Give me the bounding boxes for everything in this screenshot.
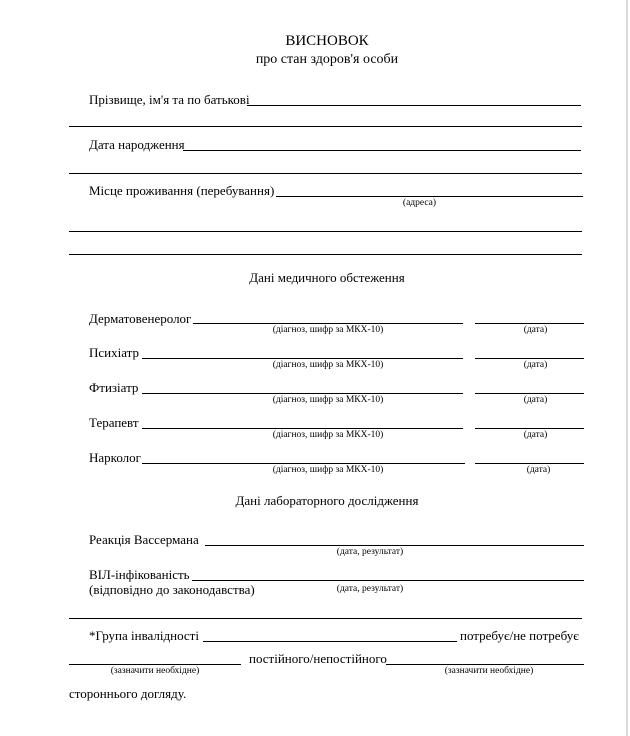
closing-text: стороннього догляду. (69, 686, 187, 701)
diagnosis-hint: (діагноз, шифр за МКХ-10) (272, 360, 384, 370)
needs-field[interactable] (69, 650, 241, 665)
date-field-phthisiatrician[interactable] (475, 379, 584, 394)
specialist-label-dermatovenereologist: Дерматовенеролог (89, 311, 192, 326)
wassermann-field[interactable] (205, 531, 584, 546)
wassermann-hint: (дата, результат) (336, 547, 404, 557)
disability-group-field[interactable] (203, 627, 457, 642)
lab-section-title: Дані лабораторного дослідження (235, 493, 419, 508)
date-field-dermatovenereologist[interactable] (475, 309, 584, 324)
permanence-text: постійного/непостійного (249, 651, 387, 666)
residence-line-2[interactable] (69, 231, 582, 232)
date-hint: (дата) (523, 325, 548, 335)
residence-line-3[interactable] (69, 254, 582, 255)
needs-text: потребує/не потребує (460, 628, 579, 643)
medical-section-title: Дані медичного обстеження (249, 270, 405, 285)
permanence-field[interactable] (386, 650, 584, 665)
residence-hint: (адреса) (402, 198, 437, 208)
date-hint: (дата) (523, 395, 548, 405)
disability-group-label: *Група інвалідності (89, 628, 199, 643)
lab-extra-line[interactable] (69, 618, 582, 619)
specialist-label-phthisiatrician: Фтизіатр (89, 380, 139, 395)
diagnosis-hint: (діагноз, шифр за МКХ-10) (272, 465, 384, 475)
residence-field[interactable] (276, 182, 583, 197)
page-edge (626, 0, 628, 736)
date-field-therapist[interactable] (475, 414, 584, 429)
diagnosis-field-dermatovenereologist[interactable] (193, 309, 463, 324)
document-title: ВИСНОВОК (285, 33, 369, 49)
birth-date-label: Дата народження (89, 137, 185, 152)
specialist-label-therapist: Терапевт (89, 415, 139, 430)
diagnosis-field-therapist[interactable] (142, 414, 463, 429)
diagnosis-hint: (діагноз, шифр за МКХ-10) (272, 395, 384, 405)
date-hint: (дата) (523, 430, 548, 440)
diagnosis-hint: (діагноз, шифр за МКХ-10) (272, 430, 384, 440)
hiv-sublabel: (відповідно до законодавства) (89, 582, 255, 597)
needs-hint: (зазначити необхідне) (110, 666, 200, 676)
wassermann-label: Реакція Вассермана (89, 532, 199, 547)
full-name-label: Прізвище, ім'я та по батькові (89, 92, 250, 107)
diagnosis-field-narcologist[interactable] (142, 449, 465, 464)
specialist-label-psychiatrist: Психіатр (89, 345, 140, 360)
specialist-label-narcologist: Нарколог (89, 450, 141, 465)
residence-label: Місце проживання (перебування) (89, 183, 275, 198)
hiv-label: ВІЛ-інфікованість (89, 567, 190, 582)
full-name-field[interactable] (247, 91, 581, 106)
diagnosis-hint: (діагноз, шифр за МКХ-10) (272, 325, 384, 335)
diagnosis-field-phthisiatrician[interactable] (142, 379, 463, 394)
date-field-narcologist[interactable] (475, 449, 584, 464)
date-hint: (дата) (526, 465, 551, 475)
diagnosis-field-psychiatrist[interactable] (142, 344, 463, 359)
permanence-hint: (зазначити необхідне) (444, 666, 534, 676)
full-name-continuation-line[interactable] (69, 126, 582, 127)
birth-date-field[interactable] (183, 136, 581, 151)
date-hint: (дата) (523, 360, 548, 370)
document-subtitle: про стан здоров'я особи (255, 52, 399, 67)
hiv-field[interactable] (192, 566, 584, 581)
birth-date-continuation-line[interactable] (69, 173, 582, 174)
hiv-hint: (дата, результат) (336, 584, 404, 594)
date-field-psychiatrist[interactable] (475, 344, 584, 359)
